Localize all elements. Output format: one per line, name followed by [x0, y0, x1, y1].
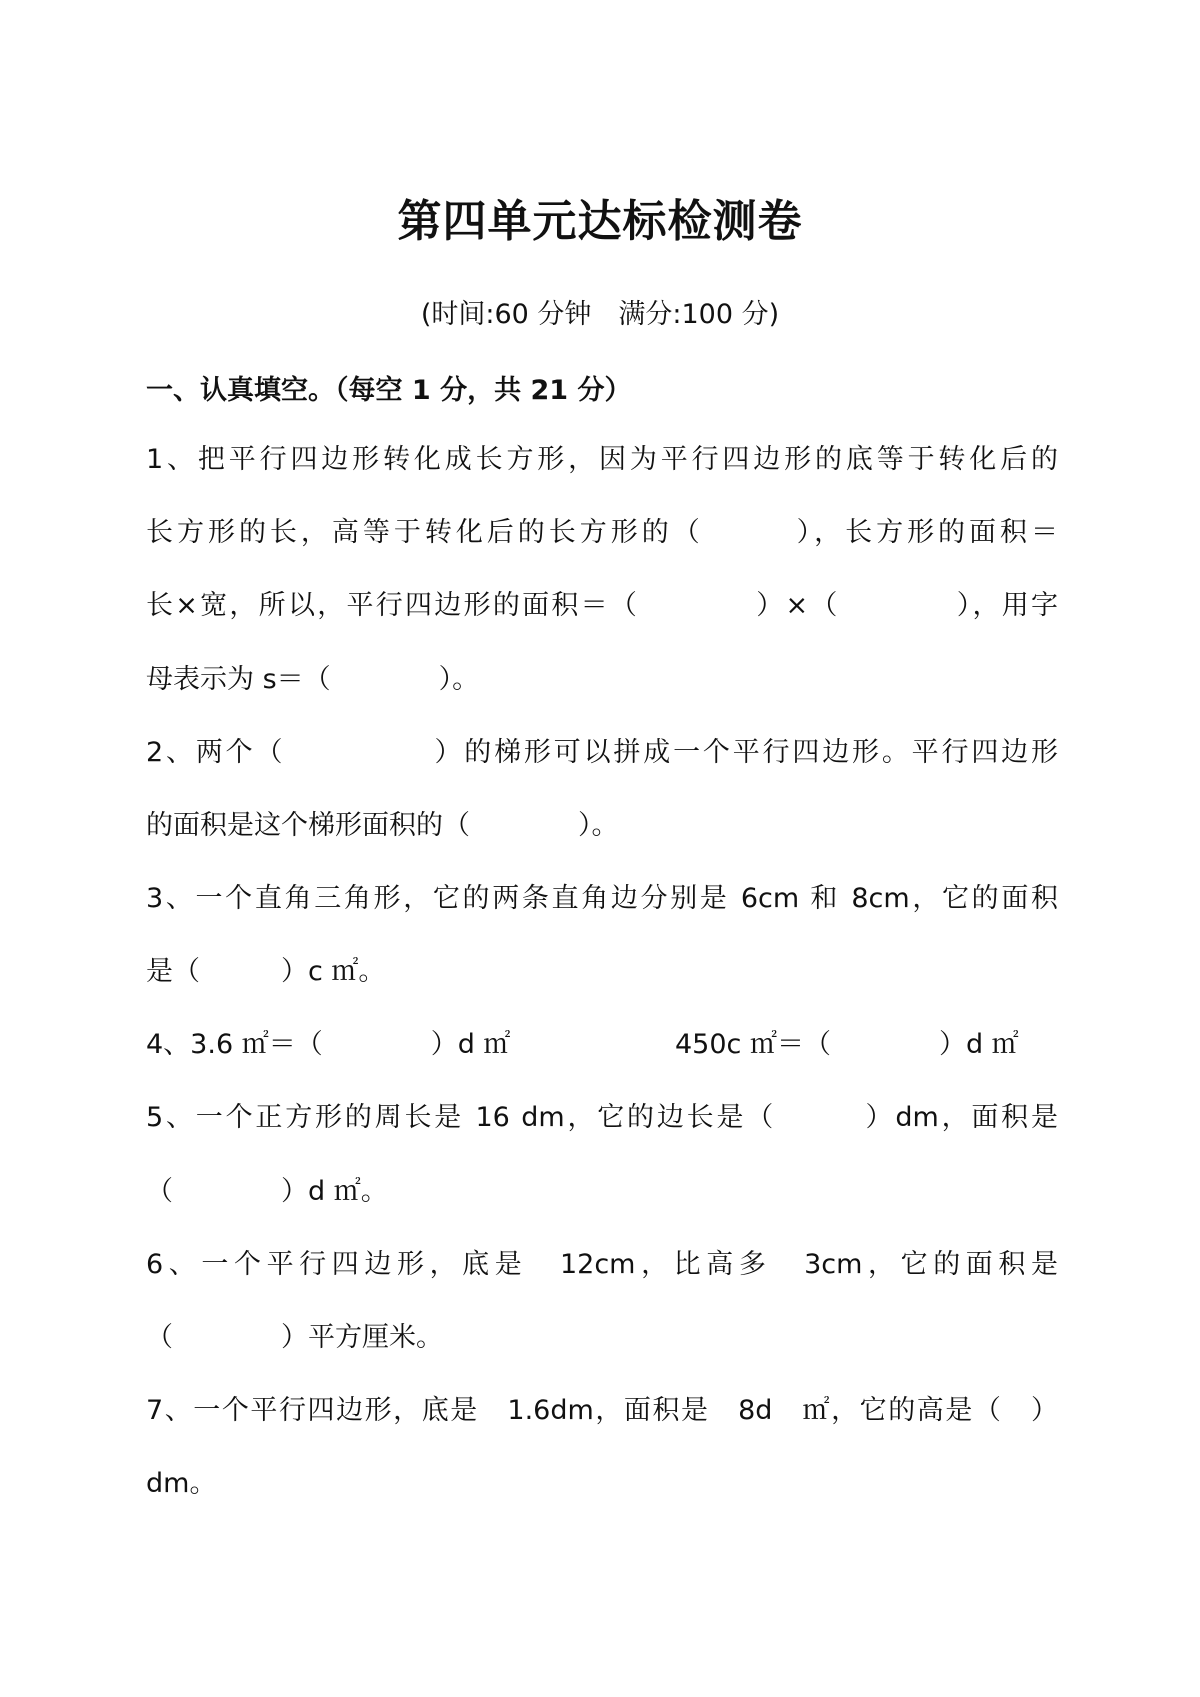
question-1-line-1: 1、把平行四边形转化成长方形，因为平行四边形的底等于转化后的: [146, 444, 1058, 475]
question-1-line-4: 母表示为 s＝（ ）。: [146, 664, 480, 695]
question-3-line-2: 是（ ）c ㎡。: [146, 956, 386, 987]
exam-info: (时间:60 分钟 满分:100 分): [420, 299, 780, 330]
page-title: 第四单元达标检测卷: [397, 196, 803, 247]
question-1-line-2: 长方形的长，高等于转化后的长方形的（ ），长方形的面积＝: [146, 517, 1058, 548]
question-5-line-2: （ ）d ㎡。: [146, 1176, 388, 1207]
question-7-line-1: 7、一个平行四边形，底是 1.6dm，面积是 8d ㎡，它的高是（ ）: [146, 1395, 1058, 1426]
question-4-part-2: 450c ㎡＝（ ）d ㎡: [675, 1029, 1019, 1060]
question-4-part-1: 4、3.6 ㎡＝（ ）d ㎡: [146, 1029, 511, 1060]
question-3-line-1: 3、一个直角三角形，它的两条直角边分别是 6cm 和 8cm，它的面积: [146, 883, 1058, 914]
question-6-line-2: （ ）平方厘米。: [146, 1322, 443, 1353]
question-6-line-1: 6、一个平行四边形，底是 12cm，比高多 3cm，它的面积是: [146, 1249, 1058, 1280]
question-2-line-2: 的面积是这个梯形面积的（ ）。: [146, 810, 619, 841]
section-heading: 一、认真填空。（每空 1 分，共 21 分）: [146, 375, 632, 406]
question-2-line-1: 2、两个（ ）的梯形可以拼成一个平行四边形。平行四边形: [146, 737, 1058, 768]
question-7-line-2: dm。: [146, 1468, 217, 1499]
question-1-line-3: 长×宽，所以，平行四边形的面积＝（ ）×（ ），用字: [146, 590, 1058, 621]
question-5-line-1: 5、一个正方形的周长是 16 dm，它的边长是（ ）dm，面积是: [146, 1102, 1058, 1133]
